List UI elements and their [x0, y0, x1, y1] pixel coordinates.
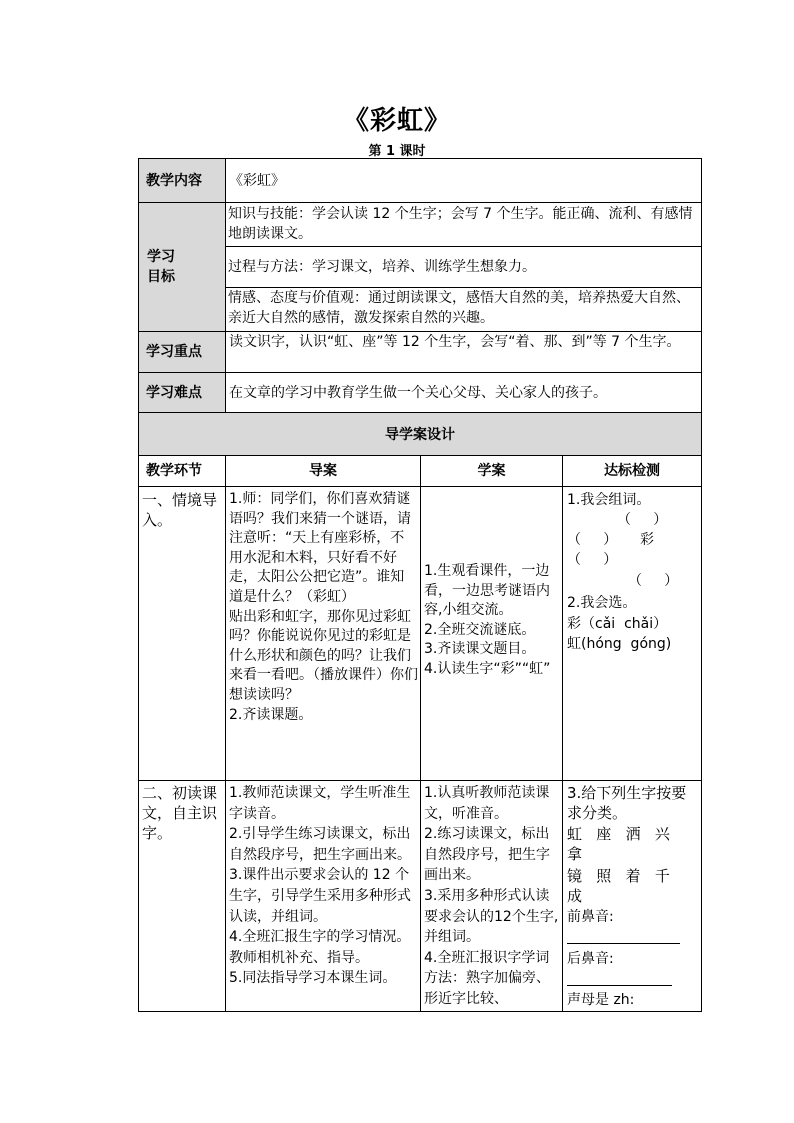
- content-label-cell: [138, 158, 226, 203]
- goals-label: 学习 目标: [147, 249, 175, 285]
- goals-label-cell: [138, 202, 226, 332]
- goals-divider-1: [225, 246, 702, 247]
- section2-study: 1.认真听教师范读课文，听准音。 2.练习读课文，标出自然段序号，把生字画出来。 3.采用多种形式认读要求会认的12个生字,并组词。 4.全班汇报识字学词方法：熟字加偏旁、形近字比较、: [424, 785, 559, 1007]
- section1-stage: 一、情境导入。: [142, 491, 218, 529]
- section1-guide: 1.师：同学们，你们喜欢猜谜语吗？我们来猜一个谜语，请注意听：“天上有座彩桥，不用水泥和木料，只好看不好走，太阳公公把它造”。谁知道是什么？（彩虹） 贴出彩和虹字，那你见过彩虹吗？你能说说你见过的彩虹是什么形状和颜色的吗？让我们来看一看吧。（播放课件）你们想读读吗？ 2.齐读课题。: [229, 491, 418, 723]
- check1-blank-a: （ ）: [617, 512, 668, 528]
- check1-char-cai: 彩: [640, 532, 654, 548]
- check1-q1: 1.我会组词。: [567, 492, 651, 508]
- col-header-check: 达标检测: [604, 463, 660, 479]
- document-title: 《彩虹》: [342, 106, 451, 136]
- col-header-stage: 教学环节: [146, 463, 202, 479]
- difficulty-label: 学习难点: [146, 385, 202, 401]
- check2-initial-zh: 声母是 zh:: [567, 992, 635, 1008]
- check2-chars-1: 虹 座 洒 兴 拿: [567, 825, 685, 863]
- goal-emotion: 情感、态度与价值观：通过朗读课文，感悟大自然的美，培养热爱大自然、亲近大自然的感情，激发探索自然的兴趣。: [228, 290, 690, 326]
- col-header-guide-cell: [225, 455, 421, 487]
- difficulty-value-cell: [225, 372, 702, 413]
- section2-stage: 二、初读课文，自主识字。: [142, 784, 218, 842]
- design-header-cell: [138, 412, 702, 456]
- check1-q2: 2.我会选。: [567, 595, 637, 611]
- check2-back-nasal-line: [567, 985, 672, 986]
- check1-blank-d: （ ）: [628, 573, 679, 589]
- check1-pick-1: 彩（cǎi chǎi）: [567, 616, 668, 632]
- check2-q3: 3.给下列生字按要求分类。: [567, 784, 687, 822]
- difficulty-label-cell: [138, 372, 226, 413]
- col-header-stage-cell: [138, 455, 226, 487]
- difficulty-value: 在文章的学习中教育学生做一个关心父母、关心家人的孩子。: [229, 385, 607, 401]
- col-header-study-cell: [420, 455, 563, 487]
- key-value-cell: [225, 331, 702, 373]
- col-header-study: 学案: [477, 463, 506, 479]
- key-value: 读文识字，认识“虹、座”等 12 个生字，会写“着、那、到”等 7 个生字。: [229, 334, 681, 350]
- design-header: 导学案设计: [385, 427, 455, 443]
- content-value: 《彩虹》: [229, 173, 285, 189]
- col-header-guide: 导案: [309, 463, 337, 479]
- goals-divider-2: [225, 287, 702, 288]
- section2-guide: 1.教师范读课文，学生听准生字读音。 2.引导学生练习读课文，标出自然段序号，把生字画出来。 3.课件出示要求会认的 12 个生字，引导学生采用多种形式认读，并组词。 4.全班汇报生字的学习情况。教师相机补充、指导。 5.同法指导学习本课生词。: [229, 785, 411, 987]
- check2-back-nasal: 后鼻音:: [567, 951, 614, 967]
- goal-knowledge: 知识与技能：学会认读 12 个生字；会写 7 个生字。能正确、流利、有感情地朗读课文。: [228, 206, 693, 242]
- lesson-period: 第 1 课时: [368, 144, 426, 159]
- check2-front-nasal-line: [567, 943, 680, 944]
- check1-blank-b: （ ）: [567, 532, 618, 548]
- check1-blank-c: （ ）: [567, 552, 618, 568]
- col-header-check-cell: [562, 455, 702, 487]
- key-label-cell: [138, 331, 226, 373]
- content-value-cell: [225, 158, 702, 203]
- check2-front-nasal: 前鼻音:: [567, 909, 614, 925]
- goal-process: 过程与方法：学习课文，培养、训练学生想象力。: [228, 259, 536, 275]
- section1-stage-cell: [138, 486, 226, 781]
- check2-chars-2: 镜 照 着 千 成: [567, 867, 685, 905]
- check1-pick-2: 虹(hóng góng): [567, 636, 672, 652]
- section1-study: 1.生观看课件，一边看，一边思考谜语内容,小组交流。 2.全班交流谜底。 3.齐读课文题目。 4.认读生字“彩”“虹”: [424, 563, 551, 677]
- key-label: 学习重点: [146, 344, 202, 360]
- content-label: 教学内容: [146, 173, 202, 189]
